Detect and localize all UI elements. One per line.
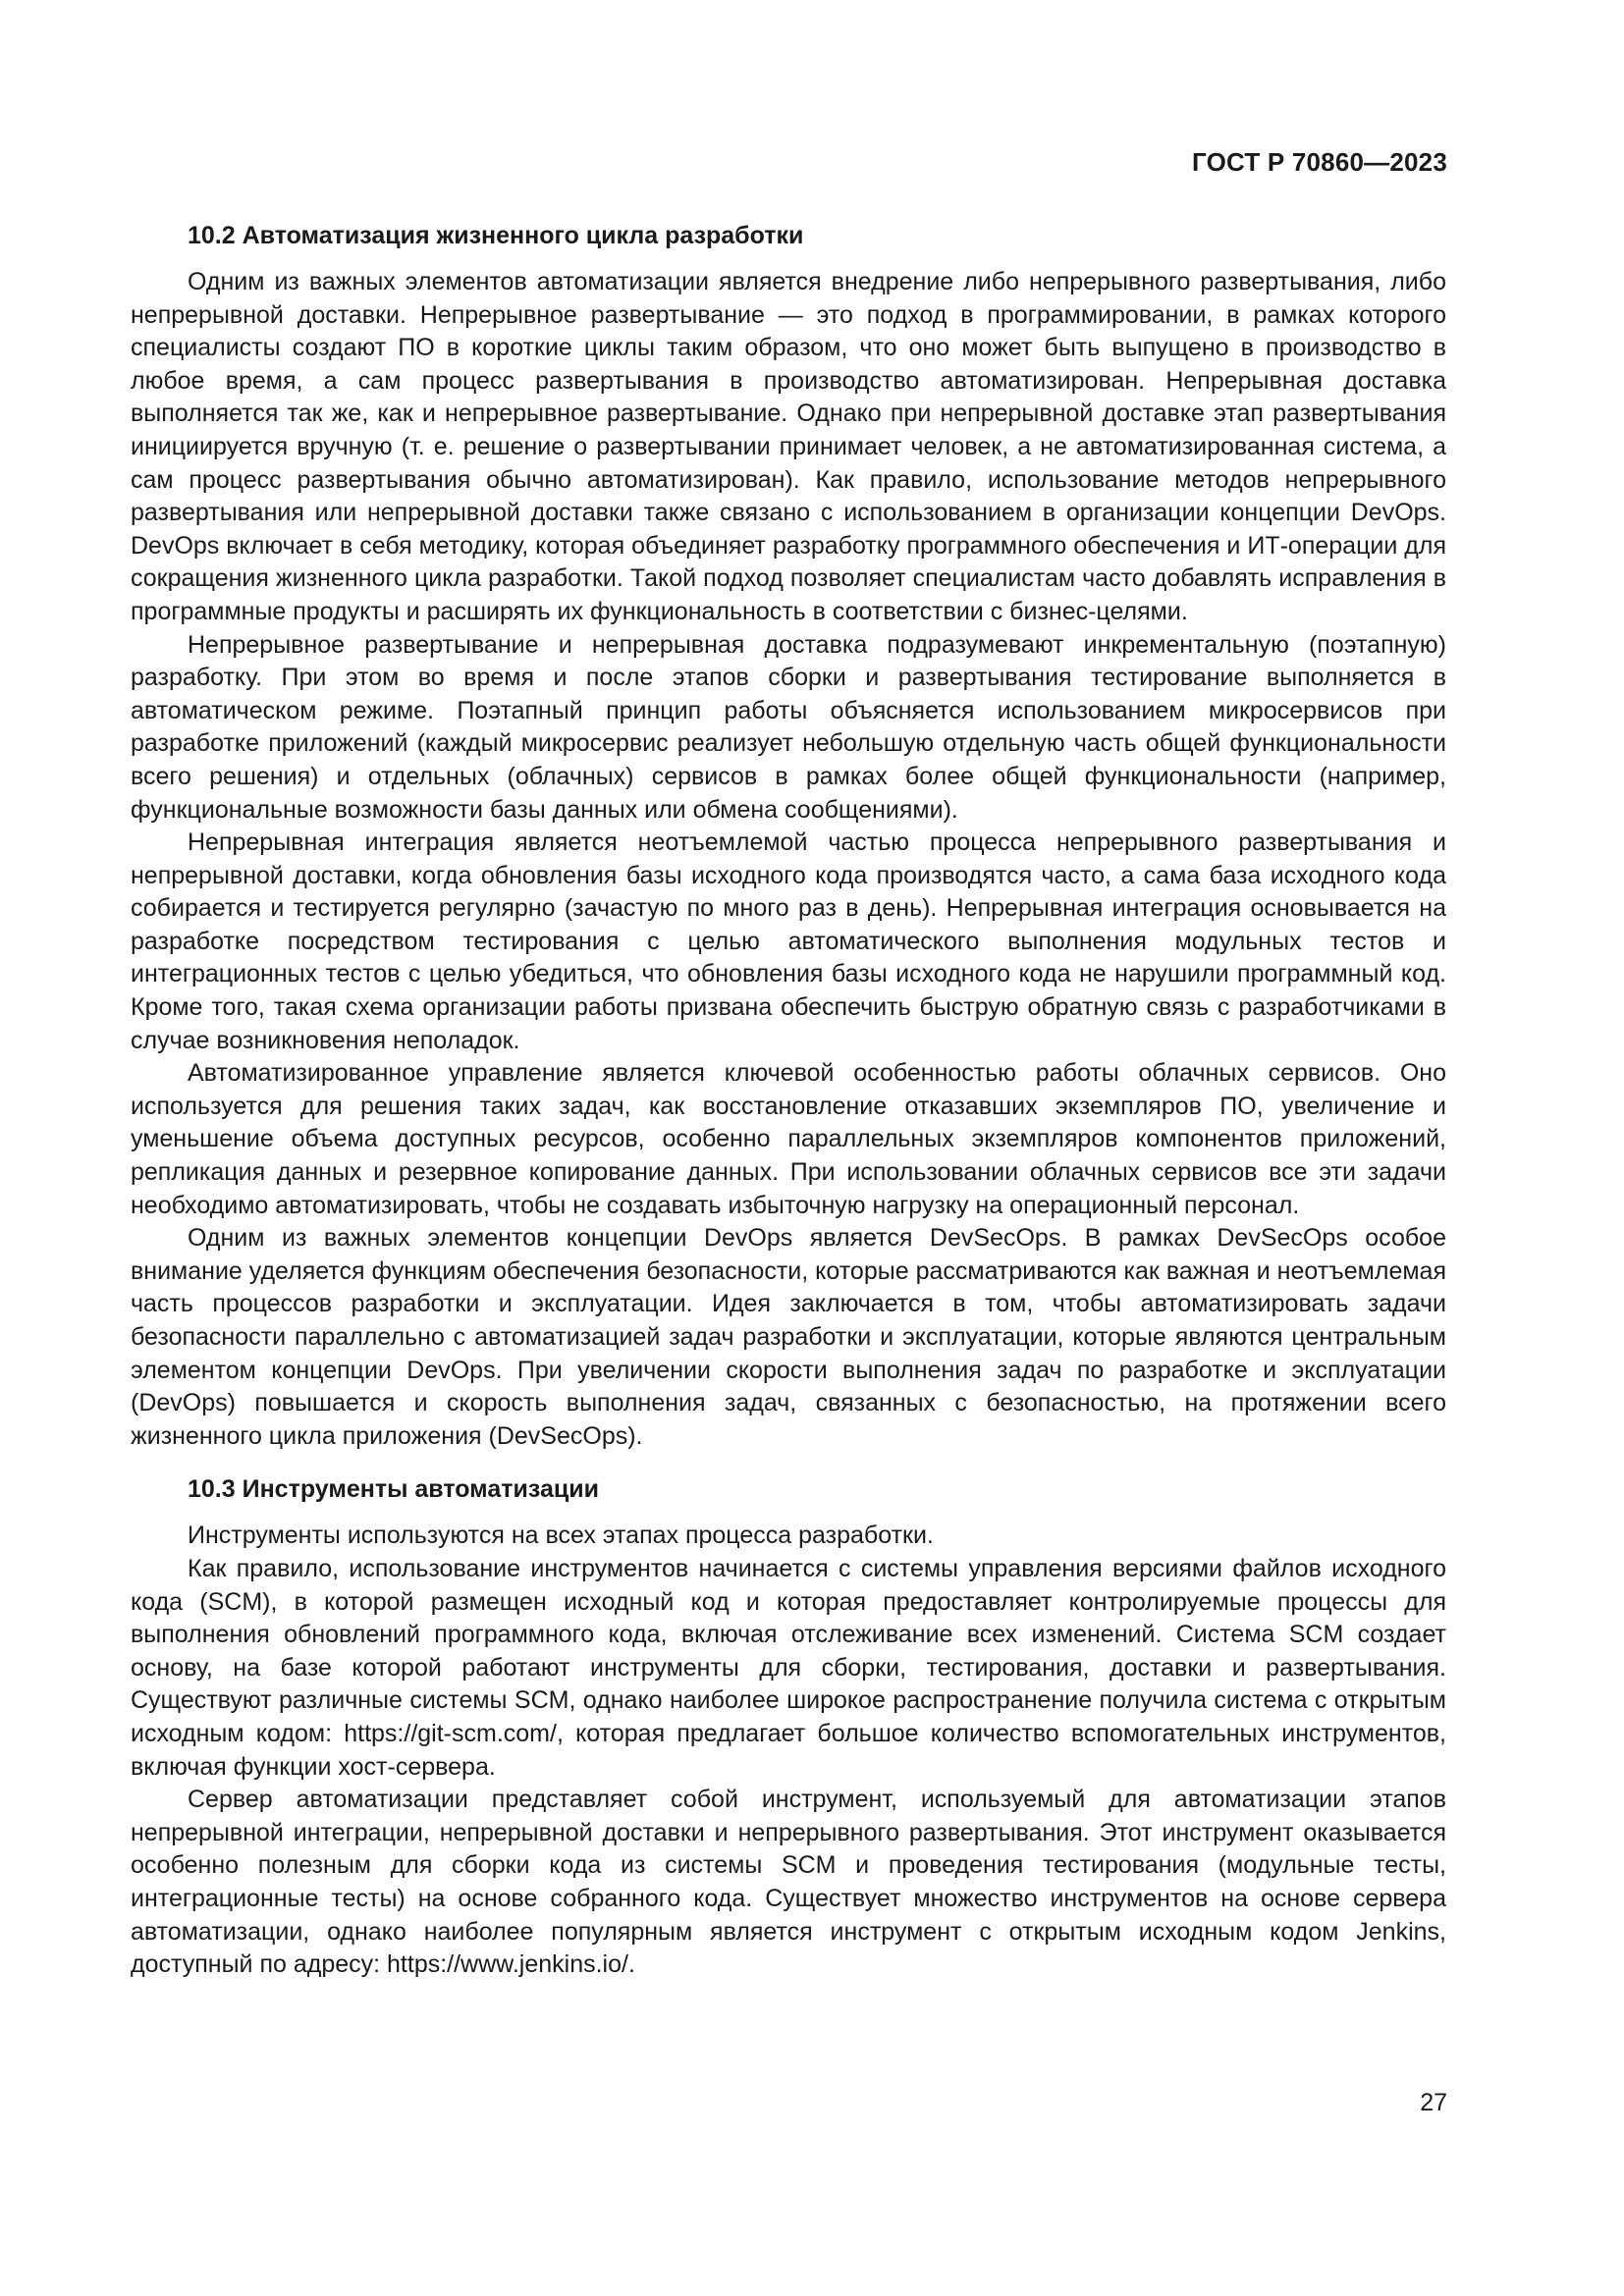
paragraph: Сервер автоматизации представляет собой инструмент, используемый для автоматизации этапов непрерывной интеграции, непрерывной доставки и непрерывного развертывания. Этот инструмент оказывается особенно полезным для сборки кода из системы SCM и проведения тестирования (модульные тесты, интеграционные тесты) на основе собранного кода. Существует множество инструментов на основе сервера автоматизации, однако наиболее популярным является инструмент с открытым исходным кодом Jenkins, доступный по адресу: https://www.jenkins.io/. [131, 1786, 1446, 1979]
page-number: 27 [1420, 2089, 1447, 2116]
section-title: 10.2 Автоматизация жизненного цикла разработки [188, 222, 804, 249]
paragraph: Непрерывная интеграция является неотъемлемой частью процесса непрерывного развертывания и непрерывной доставки, когда обновления базы исходного кода производятся часто, а сама база исходного кода собирается и тестируется регулярно (зачастую по много раз в день). Непрерывная интеграция основывается на разработке посредством тестирования с целью автоматического выполнения модульных тестов и интеграционных тестов с целью убедиться, что обновления базы исходного кода не нарушили программный код. Кроме того, такая схема организации работы призвана обеспечить быструю обратную связь с разработчиками в случае возникновения неполадок. [131, 828, 1446, 1054]
section-10-2 [131, 219, 1446, 1453]
paragraph: Как правило, использование инструментов начинается с системы управления версиями файлов исходного кода (SCM), в которой размещен исходный код и которая предоставляет контролируемые процессы для выполнения обновлений программного кода, включая отслеживание всех изменений. Система SCM создает основу, на базе которой работают инструменты для сборки, тестирования, доставки и развертывания. Существуют различные системы SCM, однако наиболее широкое распространение получила система с открытым исходным кодом: https://git-scm.com/, которая предлагает большое количество вспомогательных инструментов, включая функции хост-сервера. [131, 1554, 1446, 1781]
section-title: 10.3 Инструменты автоматизации [188, 1475, 599, 1504]
paragraph: Одним из важных элементов концепции DevOps является DevSecOps. В рамках DevSecOps особое внимание уделяется функциям обеспечения безопасности, которые рассматриваются как важная и неотъемлемая часть процессов разработки и эксплуатации. Идея заключается в том, чтобы автоматизировать задачи безопасности параллельно с автоматизацией задач разработки и эксплуатации, которые являются центральным элементом концепции DevOps. При увеличении скорости выполнения задач по разработке и эксплуатации (DevOps) повышается и скорость выполнения задач, связанных с безопасностью, на протяжении всего жизненного цикла приложения (DevSecOps). [131, 1224, 1446, 1450]
paragraph: Непрерывное развертывание и непрерывная доставка подразумевают инкрементальную (поэтапную) разработку. При этом во время и после этапов сборки и развертывания тестирование выполняется в автоматическом режиме. Поэтапный принцип работы объясняется использованием микросервисов при разработке приложений (каждый микросервис реализует небольшую отдельную часть общей функциональности всего решения) и отдельных (облачных) сервисов в рамках более общей функциональности (например, функциональные возможности базы данных или обмена сообщениями). [131, 630, 1446, 824]
paragraph: Автоматизированное управление является ключевой особенностью работы облачных сервисов. Оно используется для решения таких задач, как восстановление отказавших экземпляров ПО, увеличение и уменьшение объема доступных ресурсов, особенно параллельных экземпляров компонентов приложений, репликация данных и резервное копирование данных. При использовании облачных сервисов все эти задачи необходимо автоматизировать, чтобы не создавать избыточную нагрузку на операционный персонал. [131, 1059, 1446, 1219]
standard-id: ГОСТ Р 70860—2023 [1192, 147, 1447, 177]
document-body [131, 219, 1446, 2002]
section-10-3 [131, 1472, 1446, 1981]
paragraph: Одним из важных элементов автоматизации является внедрение либо непрерывного развертывания, либо непрерывной доставки. Непрерывное развертывание — это подход в программировании, в рамках которого специалисты создают ПО в короткие циклы таким образом, что оно может быть выпущено в производство в любое время, а сам процесс развертывания в производство автоматизирован. Непрерывная доставка выполняется так же, как и непрерывное развертывание. Однако при непрерывной доставке этап развертывания инициируется вручную (т. е. решение о развертывании принимает человек, а не автоматизированная система, а сам процесс развертывания обычно автоматизирован). Как правило, использование методов непрерывного развертывания или непрерывной доставки также связано с использованием в организации концепции DevOps. DevOps включает в себя методику, которая объединяет разработку программного обеспечения и ИТ-операции для сокращения жизненного цикла разработки. Такой подход позволяет специалистам часто добавлять исправления в программные продукты и расширять их функциональность в соответствии с бизнес-целями. [131, 268, 1446, 625]
paragraph: Инструменты используются на всех этапах процесса разработки. [188, 1522, 934, 1550]
